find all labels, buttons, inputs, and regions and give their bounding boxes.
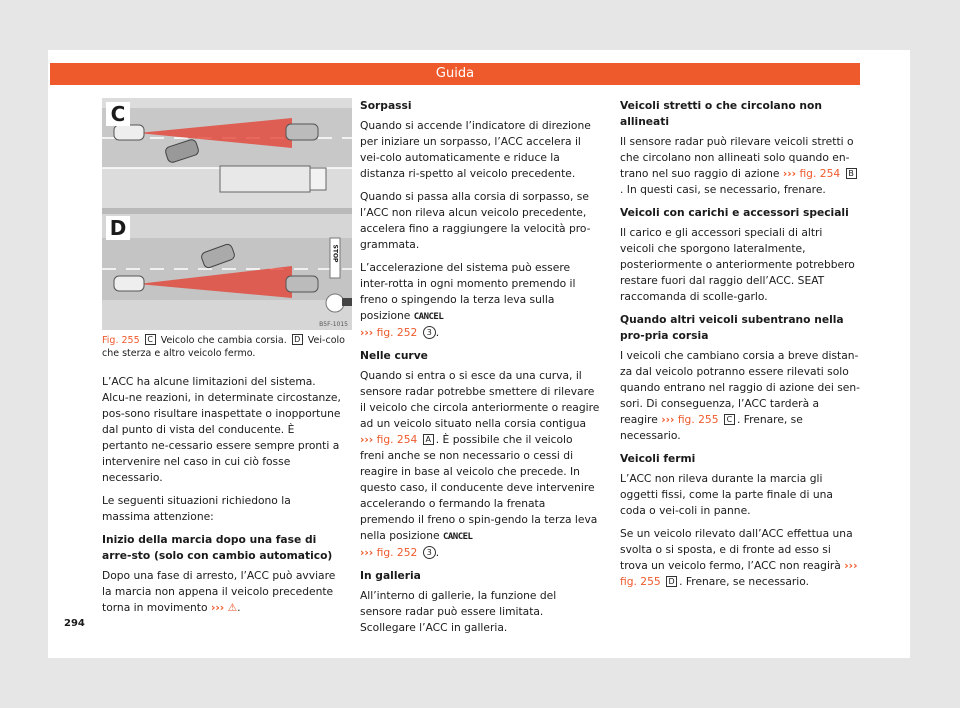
cancel-label: CANCEL: [442, 532, 473, 542]
reference-arrow[interactable]: ›››: [360, 546, 374, 559]
column-1: [102, 374, 342, 623]
paragraph: Le seguenti situazioni richiedono la massima attenzione:: [102, 494, 291, 523]
paragraph: Il carico e gli accessori speciali di altri veicoli che sporgono lateralmente, posteriormente o anteriormente potrebbero restare fuori dal raggio dell’ACC. SEAT raccomanda di scolle-garlo.: [620, 226, 855, 303]
figure-link[interactable]: fig. 255: [677, 413, 719, 426]
figure-label-d: D: [106, 216, 130, 240]
period: .: [435, 546, 440, 559]
period: .: [435, 326, 440, 339]
caption-letter-c: C: [145, 334, 156, 345]
section-heading: Veicoli con carichi e accessori speciali: [620, 206, 849, 219]
figure-illustration: [102, 98, 352, 330]
paragraph-text: . Frenare, se necessario.: [620, 413, 803, 442]
section-heading: Nelle curve: [360, 349, 428, 362]
figure-caption: [102, 334, 352, 360]
paragraph: Quando si accende l’indicatore di direzione per iniziare un sorpasso, l’ACC accelera il vei-colo automaticamente e riduce la distanza ri-spetto al veicolo precedente.: [360, 119, 591, 180]
section-heading: Veicoli stretti o che circolano non allineati: [620, 99, 822, 128]
section-heading: Inizio della marcia dopo una fase di arre-sto (solo con cambio automatico): [102, 533, 333, 562]
paragraph: L’ACC non rileva durante la marcia gli oggetti fissi, come la parte finale di una coda o vei-coli in panne.: [620, 472, 833, 517]
reference-arrow[interactable]: ›››: [360, 326, 374, 339]
reference-arrow[interactable]: ›››: [360, 433, 374, 446]
sign-text: STOP: [331, 244, 339, 263]
circled-number: 3: [423, 326, 436, 339]
paragraph-text: . Frenare, se necessario.: [679, 575, 810, 588]
paragraph-text: . È possibile che il veicolo freni anche se non necessario o cessi di reagire in base al veicolo che precede. In questo caso, il conducente deve intervenire accelerando o fermando la frenata premendo il freno o spin-gendo la terza leva nella posizione: [360, 433, 598, 542]
figure-label-c: C: [106, 102, 130, 126]
paragraph: [102, 568, 342, 616]
caption-text-2: Vei-colo che sterza e altro veicolo fermo.: [102, 335, 345, 359]
boxed-letter: D: [666, 576, 677, 587]
figure-code: B5F-1015: [319, 321, 348, 328]
paragraph-text: I veicoli che cambiano corsia a breve distan-za dal veicolo potranno essere rilevati solo quando entrano nel raggio di azione dei sen-sori. Di conseguenza, l’ACC tarderà a reagire: [620, 349, 860, 426]
caption-fig-number: Fig. 255: [102, 335, 140, 346]
paragraph: Quando si passa alla corsia di sorpasso, se l’ACC non rileva alcun veicolo precedente, accelera fino a raggiungere la velocità pro-grammata.: [360, 190, 591, 251]
section-heading: Veicoli fermi: [620, 452, 696, 465]
paragraph: All’interno di gallerie, la funzione del sensore radar può essere limitata. Scollegare l’ACC in galleria.: [360, 589, 557, 634]
paragraph: [620, 348, 860, 444]
paragraph: [620, 134, 860, 198]
section-heading: In galleria: [360, 569, 421, 582]
circled-number: 3: [423, 546, 436, 559]
column-3: [620, 98, 860, 597]
page-number: 294: [64, 618, 85, 629]
section-header: Guida: [50, 63, 860, 85]
paragraph: L’ACC ha alcune limitazioni del sistema. Alcu-ne reazioni, in determinate circostanze, pos-sono risultare inaspettate o inopportune dal punto di vista del conducente. È pertanto ne-cessario essere sempre pronti a intervenire nel caso in cui ciò fosse necessario.: [102, 375, 341, 484]
period: .: [237, 601, 241, 614]
boxed-letter: B: [846, 168, 857, 179]
paragraph-text: L’accelerazione del sistema può essere inter-rotta in ogni momento premendo il freno o spingendo la terza leva sulla posizione: [360, 261, 576, 322]
paragraph: [360, 368, 600, 561]
paragraph-text: Quando si entra o si esce da una curva, il sensore radar potrebbe smettere di rilevare il veicolo che circola anteriormente o reagire ad un veicolo situato nella corsia contigua: [360, 369, 600, 430]
figure-link[interactable]: fig. 255: [620, 575, 661, 588]
caption-text-1: Veicolo che cambia corsia.: [160, 335, 287, 346]
reference-arrow[interactable]: ›››: [782, 167, 797, 180]
figure-link[interactable]: fig. 252: [376, 546, 418, 559]
paragraph: [360, 260, 600, 341]
paragraph-text: Dopo una fase di arresto, l’ACC può avviare la marcia non appena il veicolo precedente torna in movimento: [102, 569, 336, 614]
reference-arrow[interactable]: ›››: [210, 601, 225, 614]
figure-link[interactable]: fig. 254: [376, 433, 418, 446]
figure-link[interactable]: fig. 254: [799, 167, 841, 180]
section-heading: Sorpassi: [360, 99, 412, 112]
paragraph-text: . In questi casi, se necessario, frenare.: [620, 183, 826, 196]
boxed-letter: A: [423, 434, 434, 445]
column-2: [360, 98, 600, 643]
paragraph: [620, 526, 860, 590]
paragraph-text: Il sensore radar può rilevare veicoli stretti o che circolano non allineati solo quando en-trano nel suo raggio di azione: [620, 135, 854, 180]
boxed-letter: C: [724, 414, 735, 425]
caption-letter-d: D: [292, 334, 303, 345]
warning-icon[interactable]: ⚠: [227, 601, 238, 614]
reference-arrow[interactable]: ›››: [661, 413, 675, 426]
section-heading: Quando altri veicoli subentrano nella pro-pria corsia: [620, 313, 844, 342]
paragraph-text: Se un veicolo rilevato dall’ACC effettua una svolta o si sposta, e di fronte ad esso si trova un veicolo fermo, l’ACC non reagirà: [620, 527, 853, 572]
reference-arrow[interactable]: ›››: [844, 559, 858, 572]
acc-diagram: [102, 98, 352, 330]
cancel-label: CANCEL: [413, 312, 444, 322]
figure-link[interactable]: fig. 252: [376, 326, 418, 339]
